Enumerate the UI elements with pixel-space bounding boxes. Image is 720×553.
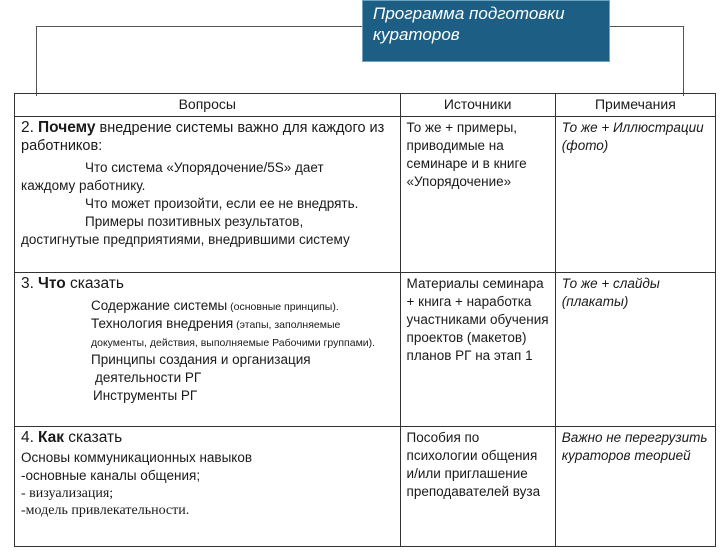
note-cell: То же + слайды (плакаты) — [555, 273, 715, 427]
source-cell: Материалы семинара + книга + наработка участниками обучения проектов (макетов) планов РГ на этап 1 — [400, 273, 555, 427]
source-cell: Пособия по психологии общения и/или приглашение преподавателей вуза — [400, 427, 555, 547]
detail-line: Что система «Упорядочение/5S» дает — [85, 160, 324, 175]
item-content — [21, 297, 394, 315]
header-questions: Вопросы — [15, 94, 401, 117]
header-notes: Примечания — [555, 94, 715, 117]
question-keyword: Что — [37, 275, 66, 292]
table-row — [15, 117, 716, 273]
program-table — [14, 93, 716, 547]
question-cell — [15, 427, 401, 547]
item-text: деятельности РГ — [95, 370, 202, 385]
question-text: сказать — [64, 429, 123, 446]
detail-line: Примеры позитивных результатов, — [85, 214, 304, 229]
detail-line: - визуализация; — [21, 486, 114, 501]
question-keyword: Как — [37, 429, 64, 446]
slide-title — [362, 0, 610, 62]
item-note: (этапы, заполняемые документы, действия, выполняемые Рабочими группами). — [91, 319, 376, 349]
item-text: Содержание системы — [91, 298, 228, 313]
item-text: Технология внедрения — [91, 316, 234, 331]
item-text: Принципы создания и организация — [91, 352, 311, 367]
detail-line: -модель привлекательности. — [21, 503, 190, 518]
detail-line: достигнутые предприятиями, внедрившими систему — [21, 232, 350, 247]
detail-line: Основы коммуникационных навыков — [21, 450, 253, 465]
item-note: (основные принципы). — [227, 301, 339, 313]
table-row — [15, 427, 716, 547]
note-cell: Важно не перегрузить кураторов теорией — [555, 427, 715, 547]
title-line-1: Программа подготовки — [373, 4, 565, 23]
question-cell — [15, 117, 401, 273]
detail-line: -основные каналы общения; — [21, 468, 201, 483]
question-cell — [15, 273, 401, 427]
row-number: 3. — [21, 275, 34, 292]
detail-line: Что может произойти, если ее не внедрять. — [85, 196, 359, 211]
question-text: внедрение системы важно для каждого из работников: — [21, 120, 385, 154]
header-row — [15, 94, 716, 117]
item-principles — [21, 351, 394, 387]
question-keyword: Почему — [37, 119, 96, 136]
table-row — [15, 273, 716, 427]
row-number: 2. — [21, 119, 34, 136]
source-cell: То же + примеры, приводимые на семинаре и в книге «Упорядочение» — [400, 117, 555, 273]
row-number: 4. — [21, 429, 34, 446]
question-text: сказать — [65, 275, 124, 292]
note-cell: То же + Иллюстрации (фото) — [555, 117, 715, 273]
item-technology — [21, 315, 394, 351]
title-line-2: кураторов — [373, 25, 460, 44]
header-sources: Источники — [400, 94, 555, 117]
detail-line: каждому работнику. — [21, 178, 146, 193]
item-tools: Инструменты РГ — [93, 388, 198, 403]
